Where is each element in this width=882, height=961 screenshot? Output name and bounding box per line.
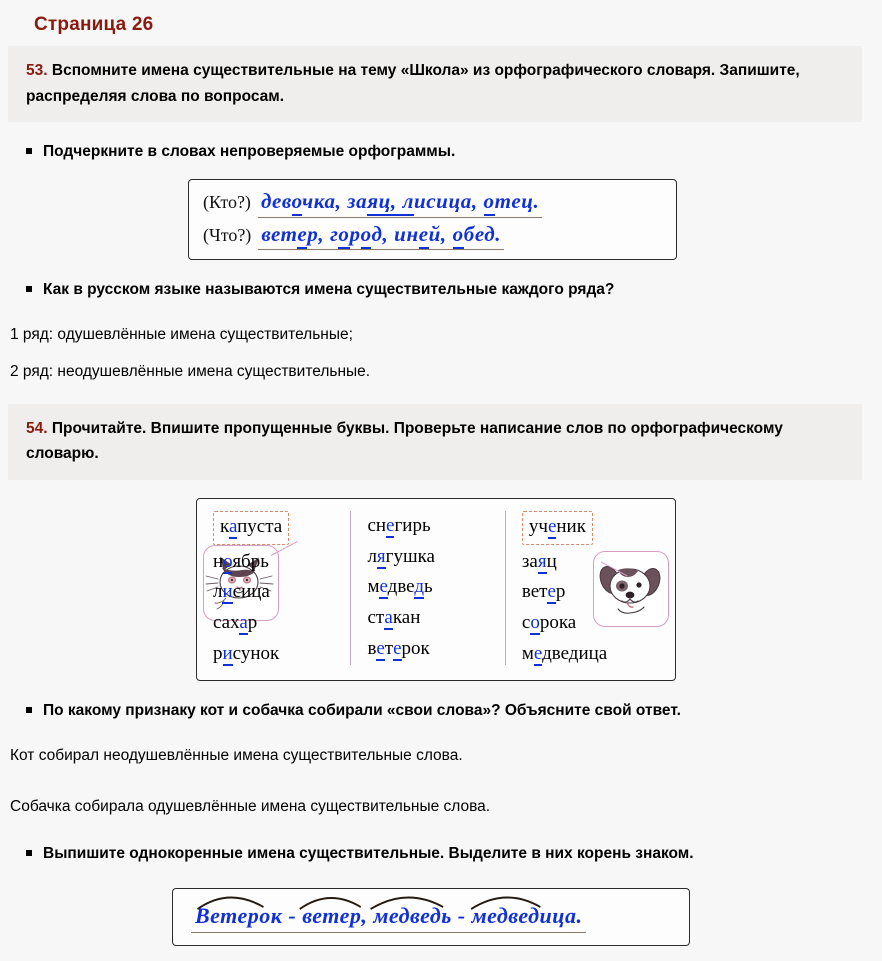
word-item: ноябрь: [213, 550, 269, 572]
task-54-statement: [8, 404, 862, 480]
question-label-chto: (Что?): [203, 224, 252, 245]
task-53-statement: [8, 46, 862, 122]
word-column-2: [350, 511, 505, 665]
task-54-text: Прочитайте. Впишите пропущенные буквы. Проверьте написание слов по орфографическому словарю.: [26, 419, 783, 463]
task-54-answer-line-1: Кот собирал неодушевлённые имена существительные слова.: [10, 746, 463, 764]
word-item: рисунок: [213, 642, 280, 664]
task-53-bullet-2-text: Как в русском языке называются имена существительные каждого ряда?: [43, 280, 615, 298]
handwritten-answer-inanimate: ветер, город, иней, обед.: [258, 221, 504, 250]
task-54-answer-box: [172, 888, 690, 946]
word-item: сахар: [213, 612, 258, 634]
root-arc-marks: [191, 889, 586, 911]
task-54-bullet-2-text: Выпишите однокоренные имена существительные. Выделите в них корень знаком.: [43, 845, 694, 863]
answer-row-chto: [203, 221, 662, 250]
task-53-answer-box: [188, 179, 677, 260]
question-label-kto: (Кто?): [203, 192, 251, 213]
word-column-3: [506, 511, 675, 670]
task-53-answer-line-1: 1 ряд: одушевлённые имена существительные;: [10, 326, 353, 344]
word-table: [196, 498, 676, 681]
handwritten-answer-animate: девочка, заяц, лисица, отец.: [258, 188, 542, 217]
task-53-number: 53.: [26, 62, 48, 79]
word-item: ветерок: [367, 637, 430, 659]
word-item: лягушка: [367, 545, 435, 567]
task-53-bullet-1-text: Подчеркните в словах непроверяемые орфограммы.: [43, 143, 456, 161]
page-title: Страница 26: [34, 14, 154, 35]
word-item: заяц: [521, 550, 557, 572]
word-item: сорока: [521, 612, 577, 634]
task-54-bullet-1: [26, 699, 882, 722]
word-item: медведь: [367, 576, 433, 598]
task-53-bullet-2: [26, 278, 882, 301]
word-item: ученик: [522, 511, 593, 545]
word-column-1: [197, 511, 350, 670]
handwritten-root-answer: Ветерок - ветер, медведь - медведица.: [191, 903, 586, 933]
task-53-text: Вспомните имена существительные на тему «Школа» из орфографического словаря. Запишите, распределяя слова по вопросам.: [26, 62, 800, 105]
task-54-bullet-1-text: По какому признаку кот и собачка собирали «свои слова»? Объясните свой ответ.: [43, 701, 681, 719]
task-54-answer-line-2: Собачка собирала одушевлённые имена существительные слова.: [10, 798, 491, 816]
task-53-answer-line-2: 2 ряд: неодушевлённые имена существительные.: [10, 363, 371, 381]
task-54-bullet-2: [26, 842, 882, 865]
word-item: снегирь: [367, 514, 431, 536]
word-item: стакан: [367, 607, 421, 629]
word-item: капуста: [213, 511, 289, 545]
task-54-number: 54.: [26, 419, 48, 437]
answer-row-kto: [203, 188, 662, 217]
word-item: лисица: [213, 581, 270, 603]
bullet-square-icon: [26, 148, 32, 154]
bullet-square-icon: [26, 850, 32, 856]
bullet-square-icon: [26, 286, 32, 292]
word-item: медведица: [521, 642, 608, 664]
bullet-square-icon: [26, 707, 32, 713]
task-53-bullet-1: [26, 140, 882, 163]
word-item: ветер: [521, 581, 566, 603]
